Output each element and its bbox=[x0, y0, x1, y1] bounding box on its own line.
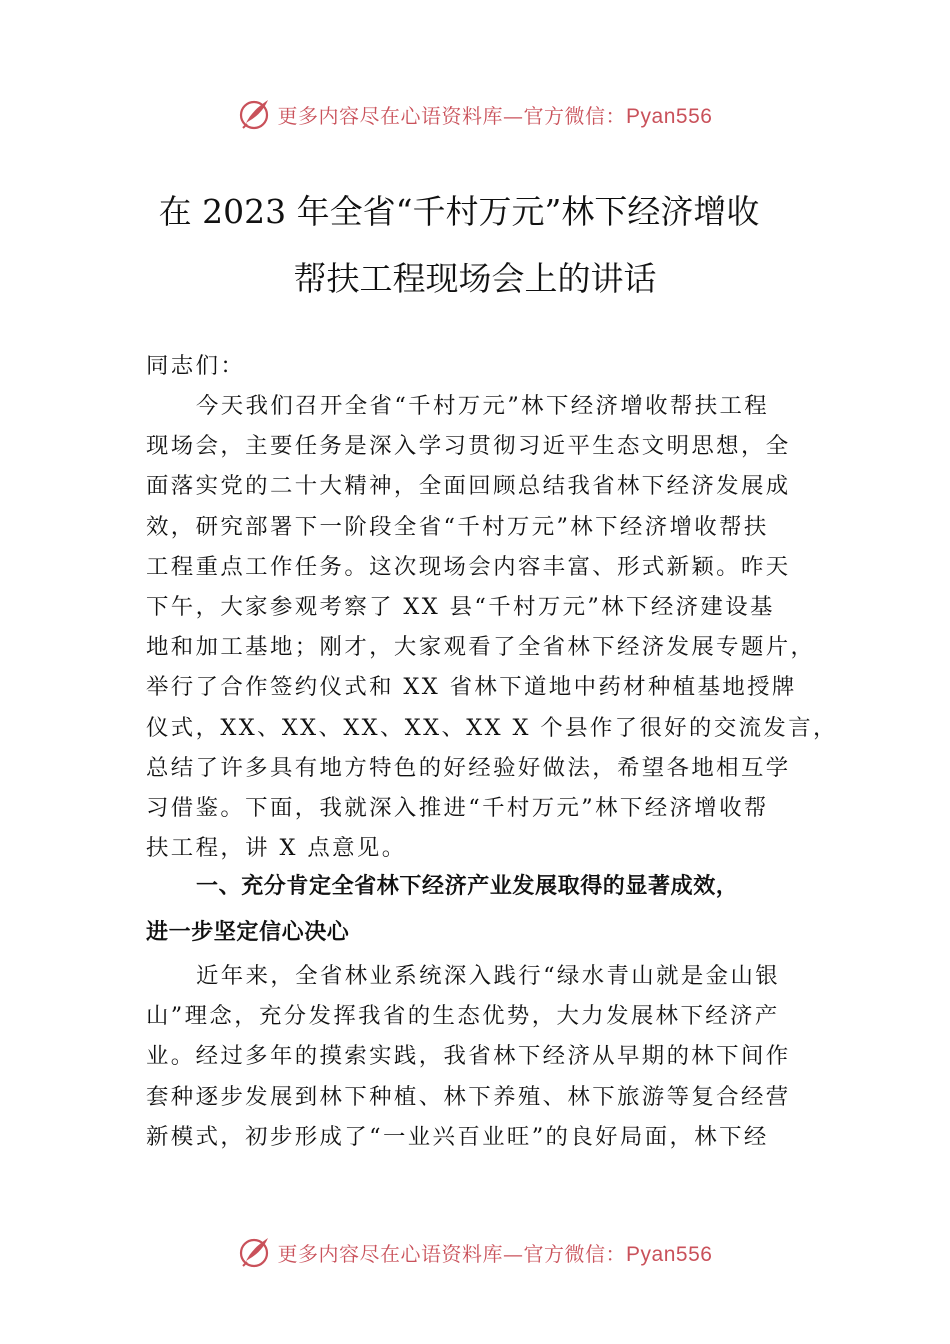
greeting: 同志们： bbox=[146, 353, 246, 379]
text-line: 地和加工基地；刚才，大家观看了全省林下经济发展专题片， bbox=[146, 634, 816, 661]
section-heading-1 bbox=[146, 864, 836, 956]
text-line: 今天我们召开全省“千村万元”林下经济增收帮扶工程 bbox=[196, 393, 770, 419]
text-line: 套种逐步发展到林下种植、林下养殖、林下旅游等复合经营 bbox=[146, 1083, 791, 1110]
feather-pen-logo-icon bbox=[238, 1235, 272, 1269]
page-title-line-1: 在 2023 年全省“千村万元”林下经济增收 bbox=[158, 192, 760, 231]
text-line: 举行了合作签约仪式和 XX 省林下道地中药材种植基地授牌 bbox=[146, 674, 797, 701]
banner-text: 更多内容尽在心语资料库—官方微信：Pyan556 bbox=[277, 1241, 713, 1266]
text-line: 下午，大家参观考察了 XX 县“千村万元”林下经济建设基 bbox=[146, 594, 775, 621]
text-line: 新模式，初步形成了“一业兴百业旺”的良好局面，林下经 bbox=[146, 1123, 769, 1150]
text-line: 仪式，XX、XX、XX、XX、XX X 个县作了很好的交流发言， bbox=[146, 714, 838, 741]
heading-line: 进一步坚定信心决心 bbox=[146, 920, 350, 945]
text-line: 扶工程，讲 X 点意见。 bbox=[146, 835, 407, 862]
text-line: 面落实党的二十大精神，全面回顾总结我省林下经济发展成 bbox=[146, 473, 791, 500]
text-line: 现场会，主要任务是深入学习贯彻习近平生态文明思想，全 bbox=[146, 433, 791, 460]
header-banner bbox=[0, 94, 950, 134]
text-line: 近年来，全省林业系统深入践行“绿水青山就是金山银 bbox=[196, 963, 781, 989]
paragraph-2 bbox=[146, 956, 836, 1157]
text-line: 山”理念，充分发挥我省的生态优势，大力发展林下经济产 bbox=[146, 1003, 780, 1030]
feather-pen-logo-icon bbox=[238, 97, 272, 131]
text-line: 效，研究部署下一阶段全省“千村万元”林下经济增收帮扶 bbox=[146, 513, 769, 540]
banner-text: 更多内容尽在心语资料库—官方微信：Pyan556 bbox=[277, 103, 713, 128]
text-line: 总结了许多具有地方特色的好经验好做法，希望各地相互学 bbox=[146, 754, 791, 781]
paragraph-1 bbox=[146, 386, 836, 868]
page-title-line-2: 帮扶工程现场会上的讲话 bbox=[293, 259, 657, 298]
heading-line: 一、充分肯定全省林下经济产业发展取得的显著成效， bbox=[196, 874, 739, 899]
footer-banner bbox=[0, 1232, 950, 1272]
wechat-id: Pyan556 bbox=[626, 1242, 713, 1266]
text-line: 业。经过多年的摸索实践，我省林下经济从早期的林下间作 bbox=[146, 1043, 791, 1070]
text-line: 习借鉴。下面，我就深入推进“千村万元”林下经济增收帮 bbox=[146, 795, 769, 822]
text-line: 工程重点工作任务。这次现场会内容丰富、形式新颖。昨天 bbox=[146, 553, 791, 580]
wechat-id: Pyan556 bbox=[626, 104, 713, 128]
